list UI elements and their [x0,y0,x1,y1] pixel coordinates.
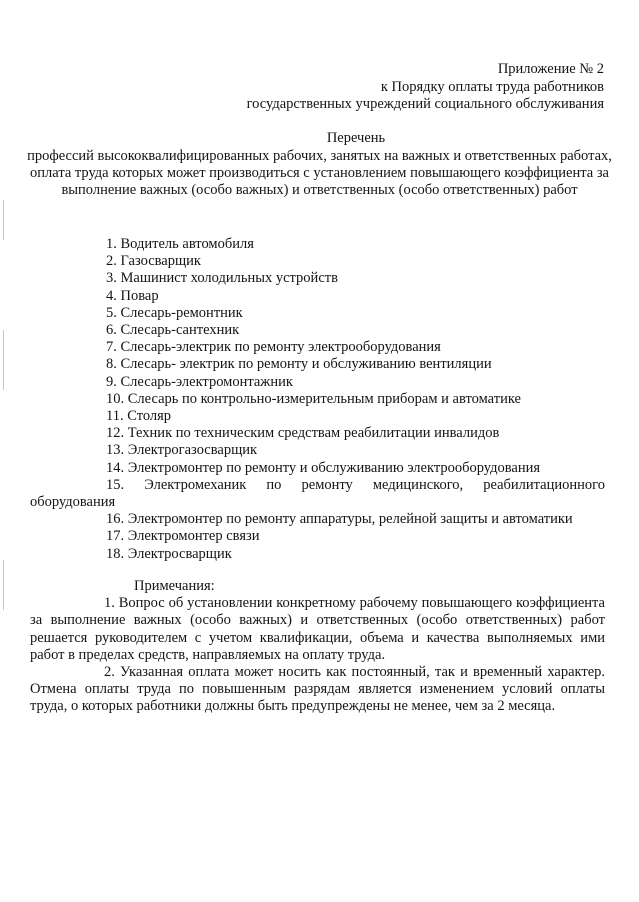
list-item: 3. Машинист холодильных устройств [106,270,338,287]
list-item: 5. Слесарь-ремонтник [106,304,243,321]
list-item: 8. Слесарь- электрик по ремонту и обслуживанию вентиляции [106,356,492,373]
list-item: 6. Слесарь-сантехник [106,322,240,339]
list-item: 14. Электромонтер по ремонту и обслуживанию электрооборудования [106,459,541,476]
list-item: 12. Техник по техническим средствам реабилитации инвалидов [106,425,500,442]
list-item: 13. Электрогазосварщик [106,442,258,459]
list-item: 4. Повар [106,287,159,304]
list-item: 17. Электромонтер связи [106,528,260,545]
scan-edge-mark [3,330,4,390]
appendix-header [247,61,604,114]
list-item: 15. Электромеханик по ремонту медицинского, реабилитационного оборудования [30,476,605,511]
list-item: 11. Столяр [106,408,172,425]
scan-edge-mark [3,560,4,610]
notes-section [30,578,605,716]
list-item: 2. Газосварщик [106,253,201,270]
scan-edge-mark [3,200,4,240]
note-paragraph-2: 2. Указанная оплата может носить как постоянный, так и временный характер. Отмена оплаты труда по повышенным разрядам является изменением условий оплаты труда, о которых работники должны быть предупреждены не менее, чем за 2 месяца. [30,664,605,715]
list-item: 9. Слесарь-электромонтажник [106,373,293,390]
list-item: 1. Водитель автомобиля [106,236,254,252]
appendix-line-2: государственных учреждений социального обслуживания [246,96,604,113]
list-item: 7. Слесарь-электрик по ремонту электрооборудования [106,339,441,356]
appendix-title: Приложение № 2 [497,61,604,77]
list-item: 18. Электросварщик [106,545,232,562]
list-item: 10. Слесарь по контрольно-измерительным приборам и автоматике [106,390,521,407]
notes-heading: Примечания: [134,578,215,594]
note-paragraph-1: 1. Вопрос об установлении конкретному рабочему повышающего коэффициента за выполнение важных (особо важных) и ответственных (особо ответственных) работ решается руководителем с учетом квалификации, объема и качества выполняемых ими работ в пределах средств, направляемых на оплату труда. [30,595,605,663]
professions-list [30,236,605,563]
appendix-line-1: к Порядку оплаты труда работников [380,79,604,96]
document-title: Перечень [326,130,386,146]
list-item: 16. Электромонтер по ремонту аппаратуры, релейной защиты и автоматики [106,511,573,528]
document-subtitle: профессий высококвалифицированных рабочих, занятых на важных и ответственных работах, оплата труда которых может производиться с установлением повышающего коэффициента за выполнение важных (особо важных) и ответственных (особо ответственных) работ [27,148,612,199]
